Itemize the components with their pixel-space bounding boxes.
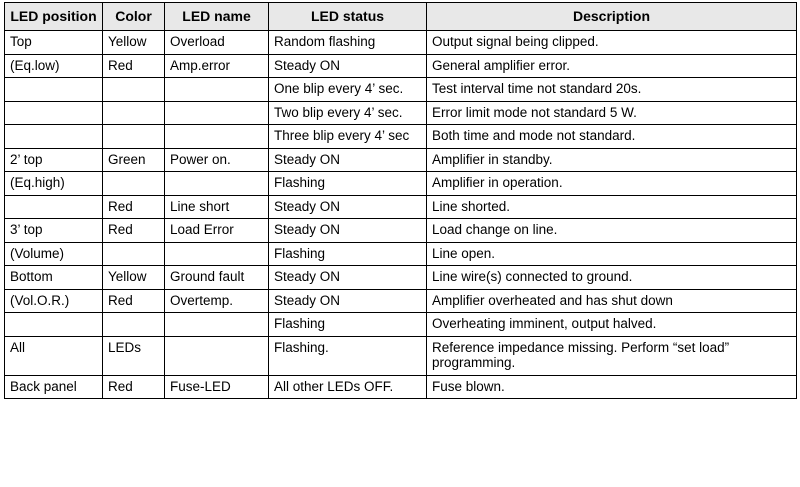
cell-description: Line shorted. (427, 195, 797, 219)
table-row (5, 172, 797, 196)
column-header-color: Color (103, 3, 165, 31)
cell-led-status: Steady ON (269, 266, 427, 290)
cell-color: Yellow (103, 31, 165, 55)
table-header (5, 3, 797, 31)
led-status-table (4, 2, 797, 399)
cell-led-status: Two blip every 4’ sec. (269, 101, 427, 125)
table-body (5, 31, 797, 399)
cell-led-status: Flashing (269, 242, 427, 266)
table-row (5, 31, 797, 55)
column-header-led-position: LED position (5, 3, 103, 31)
cell-led-name: Overload (165, 31, 269, 55)
cell-color (103, 313, 165, 337)
column-header-led-name: LED name (165, 3, 269, 31)
cell-led-position: 2’ top (5, 148, 103, 172)
cell-led-position (5, 313, 103, 337)
cell-led-name (165, 336, 269, 375)
cell-description: Line open. (427, 242, 797, 266)
cell-description: Line wire(s) connected to ground. (427, 266, 797, 290)
cell-color: Red (103, 195, 165, 219)
cell-led-name (165, 242, 269, 266)
cell-led-name (165, 101, 269, 125)
cell-description: Test interval time not standard 20s. (427, 78, 797, 102)
cell-led-position (5, 101, 103, 125)
cell-led-status: Random flashing (269, 31, 427, 55)
cell-description: Amplifier in standby. (427, 148, 797, 172)
table-row (5, 148, 797, 172)
cell-description: Both time and mode not standard. (427, 125, 797, 149)
cell-led-name: Line short (165, 195, 269, 219)
cell-color (103, 242, 165, 266)
cell-color: Red (103, 375, 165, 399)
table-row (5, 375, 797, 399)
cell-led-name (165, 172, 269, 196)
cell-led-name: Fuse-LED (165, 375, 269, 399)
cell-description: Load change on line. (427, 219, 797, 243)
cell-color: Red (103, 219, 165, 243)
cell-color (103, 172, 165, 196)
table-header-row (5, 3, 797, 31)
cell-description: General amplifier error. (427, 54, 797, 78)
cell-description: Reference impedance missing. Perform “set load” programming. (427, 336, 797, 375)
cell-description: Amplifier overheated and has shut down (427, 289, 797, 313)
table-row (5, 54, 797, 78)
cell-led-name: Ground fault (165, 266, 269, 290)
cell-led-name: Power on. (165, 148, 269, 172)
cell-led-position: Bottom (5, 266, 103, 290)
cell-description: Fuse blown. (427, 375, 797, 399)
cell-led-position: 3’ top (5, 219, 103, 243)
cell-led-name (165, 125, 269, 149)
cell-led-position (5, 78, 103, 102)
cell-description: Error limit mode not standard 5 W. (427, 101, 797, 125)
cell-led-position: (Eq.high) (5, 172, 103, 196)
cell-led-position (5, 195, 103, 219)
cell-description: Output signal being clipped. (427, 31, 797, 55)
cell-color: Red (103, 54, 165, 78)
cell-color (103, 78, 165, 102)
cell-led-name: Load Error (165, 219, 269, 243)
table-row (5, 219, 797, 243)
cell-led-name (165, 313, 269, 337)
cell-color: Green (103, 148, 165, 172)
cell-led-status: Flashing (269, 313, 427, 337)
cell-led-position: Back panel (5, 375, 103, 399)
cell-led-position: (Volume) (5, 242, 103, 266)
cell-led-status: Steady ON (269, 195, 427, 219)
cell-color (103, 125, 165, 149)
table-row (5, 78, 797, 102)
cell-color: Red (103, 289, 165, 313)
cell-led-position: (Vol.O.R.) (5, 289, 103, 313)
cell-led-name: Overtemp. (165, 289, 269, 313)
column-header-description: Description (427, 3, 797, 31)
cell-description: Overheating imminent, output halved. (427, 313, 797, 337)
cell-led-status: Flashing (269, 172, 427, 196)
cell-led-status: Three blip every 4’ sec (269, 125, 427, 149)
cell-led-position: All (5, 336, 103, 375)
cell-description: Amplifier in operation. (427, 172, 797, 196)
cell-led-status: One blip every 4’ sec. (269, 78, 427, 102)
cell-led-status: Steady ON (269, 54, 427, 78)
column-header-led-status: LED status (269, 3, 427, 31)
cell-led-position: (Eq.low) (5, 54, 103, 78)
cell-color: Yellow (103, 266, 165, 290)
table-row (5, 242, 797, 266)
cell-led-status: Steady ON (269, 219, 427, 243)
table-row (5, 195, 797, 219)
cell-led-position: Top (5, 31, 103, 55)
table-row (5, 336, 797, 375)
table-row (5, 266, 797, 290)
table-row (5, 313, 797, 337)
cell-led-name (165, 78, 269, 102)
cell-led-status: Steady ON (269, 148, 427, 172)
table-row (5, 125, 797, 149)
cell-led-status: All other LEDs OFF. (269, 375, 427, 399)
cell-led-status: Steady ON (269, 289, 427, 313)
cell-color (103, 101, 165, 125)
cell-led-status: Flashing. (269, 336, 427, 375)
table-row (5, 101, 797, 125)
cell-color: LEDs (103, 336, 165, 375)
table-row (5, 289, 797, 313)
cell-led-name: Amp.error (165, 54, 269, 78)
cell-led-position (5, 125, 103, 149)
